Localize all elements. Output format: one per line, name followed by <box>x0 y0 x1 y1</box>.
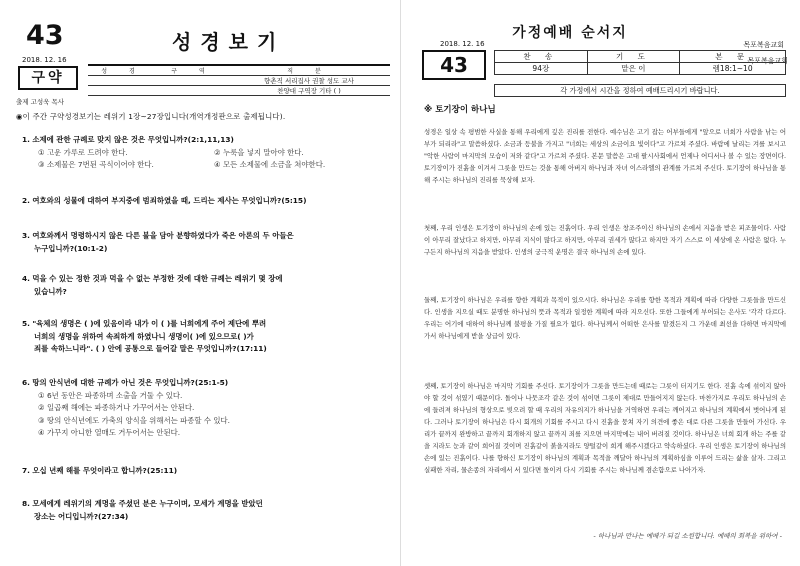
table-cell[interactable] <box>88 76 158 86</box>
question-8 <box>22 498 392 523</box>
table-header: 본 문 <box>680 51 786 63</box>
quiz-church-name: 목포복음교회 <box>747 57 788 65</box>
question-4 <box>22 273 392 298</box>
quiz-issue-number: 43 <box>26 20 64 51</box>
question-3 <box>22 230 392 255</box>
section-title: ※ 토기장이 하나님 <box>424 105 496 115</box>
option-row <box>22 159 392 172</box>
question-text: 여호와의 성물에 대하여 부지중에 범죄하였을 때, 드리는 제사는 무엇입니까?(5:15) <box>32 196 307 205</box>
option[interactable]: ④ 모든 소제물에 소금을 쳐야한다. <box>214 160 326 169</box>
question-text-cont: 죄를 속하느니라". ( ) 안에 공통으로 들어갈 말은 무엇입니까?(17:11) <box>34 344 267 353</box>
question-number: 8. <box>22 499 30 508</box>
question-text: 모세에게 레위기의 계명을 주셨던 분은 누구이며, 모세가 계명을 받았던 <box>32 499 263 508</box>
question-text-cont: 있습니까? <box>34 286 67 296</box>
question-text: "육체의 생명은 ( )에 있음이라 내가 이 ( )를 너희에게 주어 제단에 뿌려 <box>32 319 267 328</box>
option[interactable]: ② 누룩을 넣지 말아야 한다. <box>214 147 304 157</box>
worship-title: 가정예배 순서지 <box>512 25 628 41</box>
question-number: 1. <box>22 135 30 144</box>
option-row <box>22 147 392 160</box>
worship-order-table <box>494 50 786 75</box>
question-1 <box>22 134 392 172</box>
paragraph: 셋째, 토기장이 하나님은 마지막 기회를 주신다. 토기장이가 그릇을 만드는데 때로는 그릇이 터지기도 한다. 진흙 속에 섞이지 않아야 할 것이 섞였기 때문이다. 돌이나 나뭇조각 같은 것이 섞이면 그릇이 제대로 만들어지지 않는다. 마찬가지로 우리도 하나님의 손에 들려져 하나님의 형상으로 빚으려 할 때 우리의 자유의지가 하나님을 거역하면 우리는 깨어지고 하나님의 계획에서 벗어나게 된다. 그러나 토기장이 하나님은 다시 회개의 기회를 주시고 다시 진흙을 뭉쳐 자기 의견에 좋은 대로 다른 그릇을 만들어 가신다. 우리가 끝까지 완방하고 끝까지 회개하지 않고 끝까지 죄를 지으면 마지막에는 내어 버려질 것이다. 하나님은 너희 회개 하는 주를 같을 지라도 눈과 같이 희어질 것이며 진흙같이 붉을지라도 양털같이 희게 해주시겠다고 약속하셨다. 우리 인생은 토기장이 하나님의 손에 있는 진흙이다. 나를 향하신 토기장이 하나님의 계획과 목적을 깨달아 하나님의 계획하심을 이루어 드리는 삶을 살자. 그리고 실패한 자리, 물손종의 자리에서 서 있다면 돌이켜 다시 기회를 주시는 하나님께 겸손함으로 나아가자. <box>424 382 786 474</box>
quiz-title: 성경보기 <box>172 30 286 54</box>
table-cell[interactable] <box>158 76 228 86</box>
quiz-date: 2018. 12. 16 <box>22 56 67 64</box>
question-7 <box>22 465 392 478</box>
question-text: 여호와께서 명령하시지 않은 다른 불을 담아 분향하였다가 죽은 아론의 두 아들은 <box>32 231 294 240</box>
option[interactable]: ③ 땅의 안식년에도 가축의 양식을 위해서는 파종할 수 있다. <box>38 415 230 425</box>
question-text: 땅의 안식년에 대한 규례가 아닌 것은 무엇입니까?(25:1-5) <box>32 378 229 387</box>
question-text: 오십 년째 해를 무엇이라고 합니까?(25:11) <box>32 466 178 475</box>
question-6 <box>22 377 392 440</box>
question-text-cont: 너희의 생명을 위하여 속죄하게 하였나니 생명이( )에 있으므로( )가 <box>34 331 254 341</box>
option[interactable]: ④ 가꾸지 아니한 열매도 거두어서는 안된다. <box>38 428 181 437</box>
option[interactable]: ① 고운 가루로 드려야 한다. <box>38 147 128 157</box>
question-number: 7. <box>22 466 30 475</box>
worship-date: 2018. 12. 16 <box>440 40 485 48</box>
table-header: 기 도 <box>587 51 680 63</box>
table-cell: 향촌직 서리집사 권찰 성도 교사 <box>228 76 390 86</box>
question-number: 6. <box>22 378 30 387</box>
table-header: 직 분 <box>228 65 390 76</box>
table-cell: 렘18:1~10 <box>680 63 786 75</box>
question-text: 소제에 관한 규례로 맞지 않은 것은 무엇입니까?(2:1,11,13) <box>32 135 234 144</box>
question-text: 먹을 수 있는 정한 것과 먹을 수 없는 부정한 것에 대한 규례는 레위기 몇 장에 <box>32 274 283 283</box>
paragraph: 성경은 일상 속 평범한 사실을 통해 우리에게 깊은 진리를 전한다. 예수님은 고기 잡는 어부들에게 "앞으로 너희가 사람을 낚는 어부가 되리라"고 말씀하셨다. 소금과 등불을 가지고 "너희는 세상의 소금이요 빛이다"고 가르쳐 주셨다. 바람에 날리는 겨를 보시고 "악한 사람이 마지막의 모습이 저와 같다"고 가르쳐 주셨다. 본문 말씀은 고대 팔시사회에서 언제나 어디서나 볼 수 있는 장면이다. 토기장이가 진흙을 이겨서 그릇을 만드는 것을 통해 아버지 하나님과 자녀 이스라엘의 관계를 가르쳐 주신다. 토기장이 하나님을 통해 주시는 하나님의 진리를 묵상해 보자. <box>424 128 786 184</box>
question-2 <box>22 195 392 208</box>
question-number: 4. <box>22 274 30 283</box>
paragraph: 둘째, 토기장이 하나님은 우리를 향한 계획과 목적이 있으시다. 하나님은 우리를 향한 목적과 계획에 따라 다양한 그릇들을 만드신다. 인생을 지으실 때도 분명한 하나님의 뜻과 목적과 일정한 계획에 따라 지으신다. 또한 그들에게 부어되는 은사도 '각각 다르다. 우리는 어기에 대하여 하나님께 불평을 가질 필요가 없다. 하나님께서 어떠한 은사를 맡겼든지 그 가운데 최선을 다하면 마지막에 가서 하나님에게 받을 상급이 있다. <box>424 296 786 340</box>
table-cell: 94장 <box>495 63 588 75</box>
worship-church-name: 목포복음교회 <box>743 41 784 49</box>
table-header: 찬 송 <box>495 51 588 63</box>
table-cell: 맡은 이 <box>587 63 680 75</box>
table-cell: 찬양대 구역장 기타 ( ) <box>228 86 390 96</box>
question-number: 2. <box>22 196 30 205</box>
quiz-info-table <box>88 64 390 96</box>
paragraph: 첫째, 우리 인생은 토기장이 하나님의 손에 있는 진흙이다. 우리 인생은 창조주이신 하나님의 손에서 지음을 받은 피조물이다. 사람이 아무리 잘났다고 하지만, 아무리 지식이 많다고 하지만, 아무리 권세가 많다고 하지만 자기 스스로 이 세상에 온 사람은 없다. 누구든지 하나님의 지음을 받았다. 인생의 궁극적 운명은 결국 하나님의 손에 있다. <box>424 224 786 256</box>
question-number: 3. <box>22 231 30 240</box>
question-5 <box>22 318 392 356</box>
question-number: 5. <box>22 319 30 328</box>
question-text-cont: 누구입니까?(10:1-2) <box>34 243 108 253</box>
question-text-cont: 장소는 어디입니까?(27:34) <box>34 511 129 521</box>
quiz-badge: 구약 <box>18 66 78 90</box>
table-header: 성 경 <box>88 65 158 76</box>
quiz-intro: ◉이 주간 구약성경보기는 레위기 1장~27장입니다(개역개정판으로 출제됩니다). <box>16 112 286 121</box>
table-header: 구 역 <box>158 65 228 76</box>
worship-issue-number: 43 <box>422 50 486 80</box>
worship-note: 각 가정에서 시간을 정하여 예배드리시기 바랍니다. <box>494 84 786 97</box>
option[interactable]: ② 일곱째 해에는 파종하거나 가꾸어서는 안된다. <box>38 403 195 412</box>
signature: - 하나님과 만나는 예배가 되길 소원합니다. 예배의 회복을 위하여 - <box>593 532 782 540</box>
quiz-author: 출제 고성욱 목사 <box>16 98 65 106</box>
table-cell[interactable] <box>88 86 158 96</box>
table-cell[interactable] <box>158 86 228 96</box>
option[interactable]: ③ 소제물은 7번된 곡식이어야 한다. <box>38 160 154 169</box>
option[interactable]: ① 6년 동안은 파종하며 소출을 거둘 수 있다. <box>38 390 183 400</box>
